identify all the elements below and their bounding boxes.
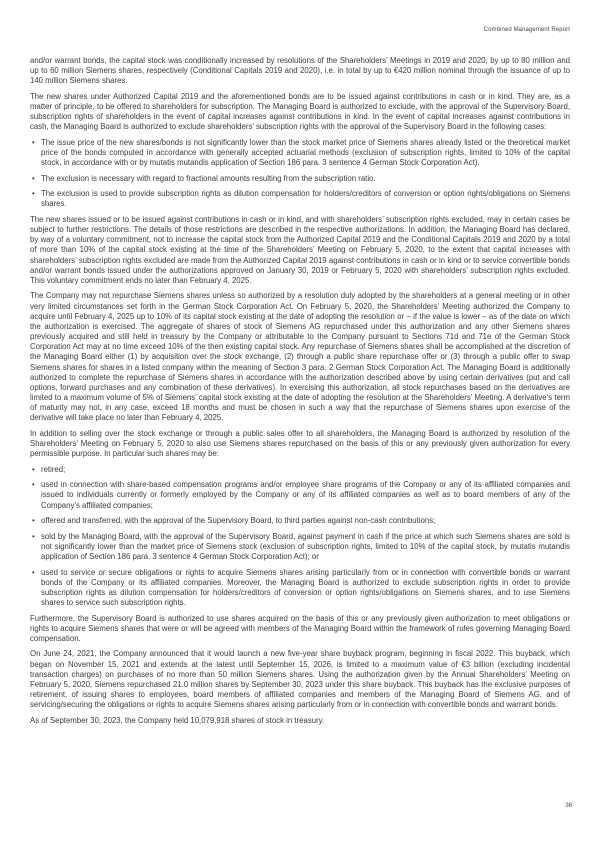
- bullet-item-text: used in connection with share-based compensation programs and/or employee share programs of the Company or any of its affiliated companies and issued to individuals currently or formerly employed by the Company or any of its affiliated companies as well as to board members of any of the Company’s affiliated companies;: [41, 480, 570, 510]
- bullet-marker: •: [32, 531, 35, 541]
- paragraph: Furthermore, the Supervisory Board is authorized to use shares acquired on the basis of this or any previously given authorization to meet obligations or rights to acquire Siemens shares that were or will be agreed with members of the Managing Board within the framework of rules governing Managing Board compensation.: [30, 613, 570, 643]
- bullet-list-item: [30, 532, 570, 562]
- bullet-list-item: [30, 189, 570, 209]
- bullet-marker: •: [32, 567, 35, 577]
- bullet-list-item: [30, 516, 570, 526]
- bullet-list-item: [30, 138, 570, 168]
- paragraph: and/or warrant bonds, the capital stock was conditionally increased by resolutions of the Shareholders’ Meetings in 2019 and 2020, by up to 80 million and up to 60 million Siemens shares, respectively (Conditional Capitals 2019 and 2020), i.e. in total by up to €420 million nominal through the issuance of up to 140 million Siemens shares.: [30, 56, 570, 86]
- bullet-list-item: [30, 568, 570, 609]
- page-number: 36: [565, 803, 572, 809]
- bullet-marker: •: [32, 173, 35, 183]
- bullet-list-item: [30, 174, 570, 184]
- bullet-list-item: [30, 480, 570, 510]
- running-header: Combined Management Report: [483, 27, 570, 33]
- bullet-item-text: The issue price of the new shares/bonds is not significantly lower than the stock market price of Siemens shares already listed or the theoretical market price of the bonds computed in accordance with generally accepted actuarial methods (exclusion of subscription rights, limited to 10% of the capital stock, in accordance with or by mutatis mutandis application of Section 186 para. 3 sentence 4 German Stock Corporation Act).: [41, 137, 570, 168]
- bullet-item-text: retired;: [41, 464, 66, 474]
- paragraph: As of September 30, 2023, the Company held 10,079,918 shares of stock in treasury.: [30, 715, 325, 725]
- bullet-item-text: offered and transferred, with the approval of the Supervisory Board, to third parties against non-cash contributions;: [41, 516, 436, 526]
- paragraph: The new shares under Authorized Capital 2019 and the aforementioned bonds are to be issued against contributions in cash or in kind. They are, as a matter of principle, to be offered to shareholders for subscription. The Managing Board is authorized to exclude, with the approval of the Supervisory Board, subscription rights of shareholders in the event of capital increases against contributions in kind. In the event of capital increases against contributions in cash, the Managing Board is authorized to exclude shareholders’ subscription rights with the approval of the Supervisory Board in the following cases:: [30, 91, 570, 132]
- bullet-marker: •: [32, 516, 35, 526]
- bullet-item-text: The exclusion is used to provide subscription rights as dilution compensation for holders/creditors of conversion or option rights/obligations on Siemens shares.: [41, 189, 570, 209]
- bullet-marker: •: [32, 189, 35, 199]
- bullet-marker: •: [32, 480, 35, 490]
- bullet-marker: •: [32, 137, 35, 147]
- bullet-item-text: The exclusion is necessary with regard to fractional amounts resulting from the subscription ratio.: [41, 173, 376, 183]
- bullet-list-item: [30, 465, 570, 475]
- bullet-item-text: sold by the Managing Board, with the approval of the Supervisory Board, against payment in cash if the price at which such Siemens shares are sold is not significantly lower than the market price of Siemens stock (exclusion of subscription rights, limited to 10% of the capital stock, by mutatis mutandis application of Section 186 para. 3 sentence 4 German Stock Corporation Act); or: [41, 531, 570, 562]
- bullet-item-text: used to service or secure obligations or rights to acquire Siemens shares arising particularly from or in connection with convertible bonds or warrant bonds of the Company or its affiliated companies. Moreover, the Managing Board is authorized to exclude subscription rights in order to provide subscription rights as dilution compensation for holders/creditors of conversion or option rights/obligations on Siemens shares, and to use Siemens shares to service such subscription rights.: [41, 567, 570, 608]
- paragraph: On June 24, 2021, the Company announced that it would launch a new five-year share buyback program, beginning in fiscal 2022. This buyback, which began on November 15, 2021 and extends at the latest until September 15, 2026, is limited to a maximum value of €3 billion (excluding incidental transaction charges) on purchases of no more than 50 million Siemens shares. Using the authorization given by the Annual Shareholders’ Meeting on February 5, 2020, Siemens repurchased 21.0 million shares by September 30, 2023 under this share buyback. This buyback has the exclusive purposes of retirement, of issuing shares to employees, board members of affiliated companies and members of the Managing Board of Siemens AG, and of servicing/securing the obligations or rights to acquire Siemens shares arising particularly from or in connection with convertible bonds and warrant bonds.: [30, 649, 570, 710]
- paragraph: In addition to selling over the stock exchange or through a public sales offer to all shareholders, the Managing Board is authorized by resolution of the Shareholders’ Meeting on February 5, 2020 to also use Siemens shares repurchased on the basis of this or any previously given authorization for every permissible purpose. In particular such shares may be:: [30, 428, 570, 459]
- paragraph: The new shares issued or to be issued against contributions in cash or in kind, and with shareholders’ subscription rights excluded, may in certain cases be subject to further restrictions. The details of those restrictions are described in the respective authorizations. In addition, the Managing Board has declared, by way of a voluntary commitment, not to increase the capital stock from the Authorized Capital 2019 and the Conditional Capitals 2019 and 2020 by a total of more than 10% of the capital stock existing at the time of the Shareholders’ Meeting on February 5, 2020, to the extent that capital increases with shareholders’ subscription rights excluded are made from the Authorized Capital 2019 against contributions in cash or in kind or to service convertible bonds and/or warrant bonds issued under the authorizations approved on January 30, 2019 or February 5, 2020 with shareholders’ subscription rights excluded. This voluntary commitment ends no later than February 4, 2025.: [30, 214, 570, 285]
- bullet-marker: •: [32, 464, 35, 474]
- paragraph: The Company may not repurchase Siemens shares unless so authorized by a resolution duly adopted by the shareholders at a general meeting or in other very limited circumstances set forth in the German Stock Corporation Act. On February 5, 2020, the Shareholders’ Meeting authorized the Company to acquire until February 4, 2025 up to 10% of its capital stock existing at the date of adopting the resolution or – if the value is lower – as of the date on which the authorization is exercised. The aggregate of shares of stock of Siemens AG repurchased under this authorization and any other Siemens shares previously acquired and still held in treasury by the Company or attributable to the Company pursuant to Sections 71d and 71e of the German Stock Corporation Act may at no time exceed 10% of the then existing capital stock. Any repurchase of Siemens shares shall be accomplished at the discretion of the Managing Board either (1) by acquisition over the stock exchange, (2) through a public share repurchase offer or (3) through a public offer to swap Siemens shares for shares in a listed company within the meaning of Section 3 para. 2 German Stock Corporation Act. The Managing Board is additionally authorized to complete the repurchase of Siemens shares in accordance with the authorization described above by using certain derivatives (put and call options, forward purchases and any combination of these derivatives). In exercising this authorization, all stock repurchases based on the derivatives are limited to a maximum volume of 5% of Siemens’ capital stock existing at the date of adopting the resolution at the Shareholders’ Meeting. A derivative’s term of maturity may not, in any case, exceed 18 months and must be chosen in such a way that the repurchase of Siemens shares upon exercise of the derivative will take place no later than February 4, 2025.: [30, 291, 570, 423]
- document-body: [30, 56, 570, 731]
